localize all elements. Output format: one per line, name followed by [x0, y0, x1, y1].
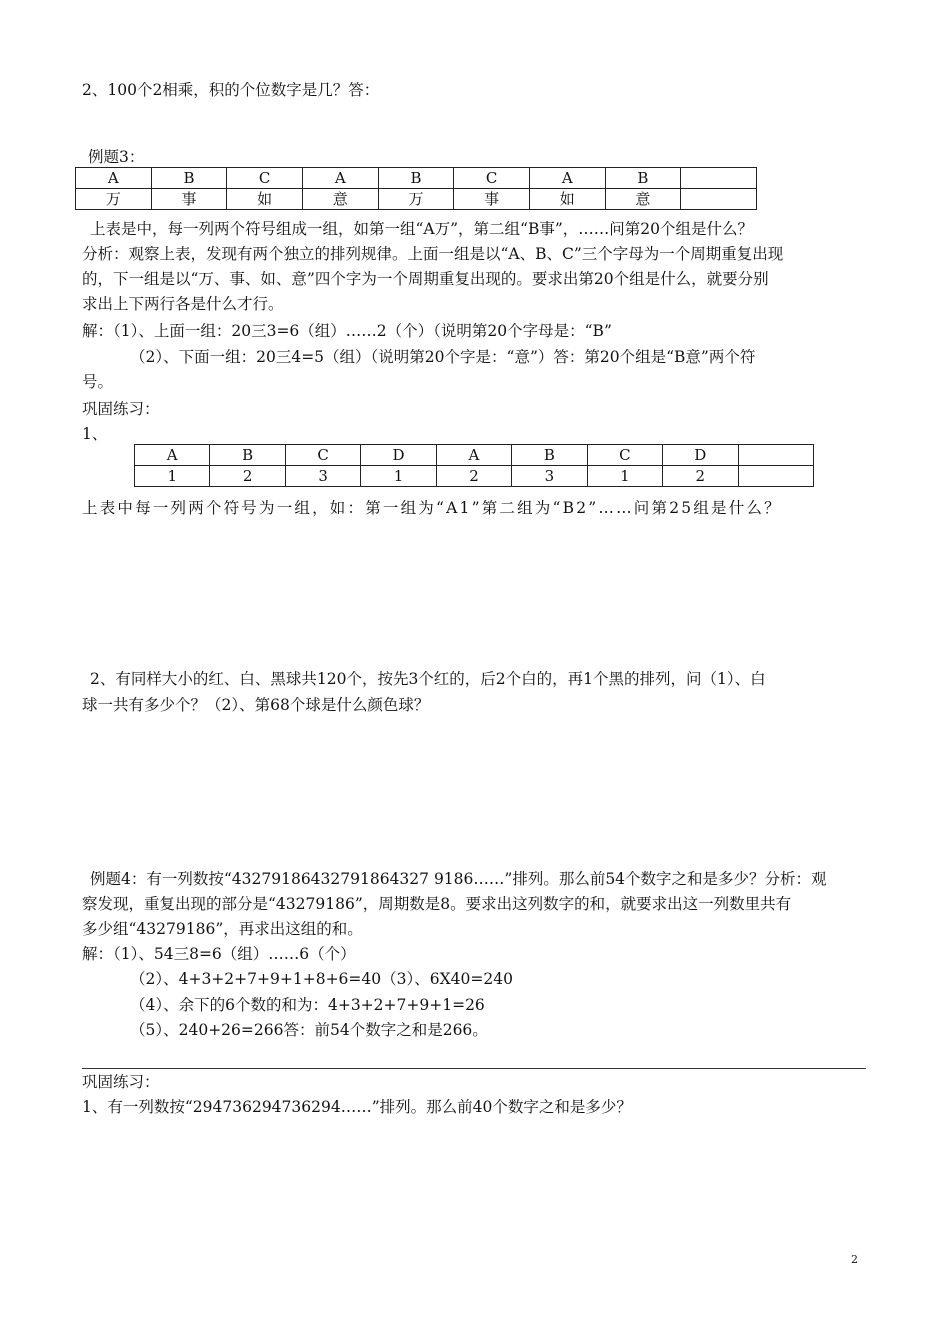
table-cell: 1 — [361, 466, 436, 487]
table-cell — [681, 189, 757, 210]
table-cell: A — [76, 168, 152, 189]
table-cell — [738, 466, 814, 487]
example-4-solution: 解：（1）、54三8=6（组）……6（个） — [82, 945, 356, 963]
table-cell: D — [361, 445, 436, 466]
example-3-title: 例题3： — [88, 148, 145, 166]
example-3-analysis: 分析：观察上表，发现有两个独立的排列规律。上面一组是以“A、B、C”三个字母为一个周期重复出现 — [82, 245, 784, 263]
table-cell: A — [135, 445, 210, 466]
example-3-question: 上表是中，每一列两个符号组成一组，如第一组“A万”，第二组“B事”，……问第20个组是什么？ — [90, 220, 754, 238]
table-cell: 2 — [210, 466, 285, 487]
table-cell: C — [454, 168, 530, 189]
practice-2-question: 球一共有多少个？（2）、第68个球是什么颜色球？ — [82, 696, 430, 714]
table-cell: C — [227, 168, 303, 189]
table-cell: A — [302, 168, 378, 189]
practice-question: 1、有一列数按“294736294736294……”排列。那么前40个数字之和是多少？ — [82, 1098, 632, 1116]
example-3-solution: （2）、下面一组：20三4=5（组）（说明第20个字是：“意”）答：第20个组是“B意”两个符 — [130, 348, 756, 366]
table-cell: B — [210, 445, 285, 466]
table-cell — [681, 168, 757, 189]
table-cell: C — [285, 445, 360, 466]
page-number: 2 — [851, 1253, 858, 1266]
example-4-text: 察发现，重复出现的部分是“43279186”，周期数是8。要求出这列数字的和，就要求出这一列数里共有 — [82, 895, 792, 913]
table-row — [135, 466, 814, 487]
table-cell: 1 — [135, 466, 210, 487]
example-4-solution: （2）、4+3+2+7+9+1+8+6=40（3）、6X40=240 — [130, 970, 513, 988]
table-cell: A — [529, 168, 605, 189]
table-row — [76, 168, 757, 189]
table-cell: B — [512, 445, 587, 466]
example-4-text: 例题4：有一列数按“43279186432791864327 9186……”排列。那么前54个数字之和是多少？分析：观 — [90, 870, 827, 888]
table-cell: C — [587, 445, 662, 466]
practice-title: 巩固练习： — [82, 1073, 160, 1091]
example-4-text: 多少组“43279186”，再求出这组的和。 — [82, 920, 363, 938]
table-cell: A — [436, 445, 511, 466]
table-row — [76, 189, 757, 210]
question-2: 2、100个2相乘，积的个位数字是几？答： — [82, 81, 380, 99]
example-4-solution: （5）、240+26=266答：前54个数字之和是266。 — [130, 1021, 488, 1039]
table-cell: 万 — [378, 189, 454, 210]
table-cell: 2 — [663, 466, 738, 487]
table-cell: 1 — [587, 466, 662, 487]
practice-item-number: 1、 — [82, 425, 108, 443]
table-row — [135, 445, 814, 466]
table-cell: 如 — [227, 189, 303, 210]
practice-1-table — [134, 444, 814, 487]
table-cell: B — [151, 168, 227, 189]
example-4-solution: （4）、余下的6个数的和为：4+3+2+7+9+1=26 — [130, 996, 485, 1014]
practice-2-question: 2、有同样大小的红、白、黑球共120个，按先3个红的，后2个白的，再1个黑的排列，问（1）、白 — [90, 670, 766, 688]
practice-title: 巩固练习： — [82, 400, 160, 418]
table-cell: 3 — [285, 466, 360, 487]
table-cell — [738, 445, 814, 466]
table-cell: 意 — [302, 189, 378, 210]
table-cell: B — [378, 168, 454, 189]
example-3-analysis: 求出上下两行各是什么才行。 — [82, 295, 284, 313]
table-cell: 万 — [76, 189, 152, 210]
example-3-table — [75, 167, 757, 210]
practice-1-question: 上表中每一列两个符号为一组，如：第一组为“A1”第二组为“B2”……问第25组是什么？ — [82, 499, 782, 517]
table-cell: 意 — [605, 189, 681, 210]
table-cell: 事 — [454, 189, 530, 210]
divider — [82, 1068, 866, 1069]
table-cell: D — [663, 445, 738, 466]
table-cell: 事 — [151, 189, 227, 210]
example-3-analysis: 的，下一组是以“万、事、如、意”四个字为一个周期重复出现的。要求出第20个组是什么，就要分别 — [82, 270, 769, 288]
table-cell: 如 — [529, 189, 605, 210]
example-3-solution: 解：（1）、上面一组：20三3=6（组）……2（个）（说明第20个字母是：“B” — [82, 322, 612, 340]
example-3-solution: 号。 — [82, 373, 114, 391]
table-cell: 2 — [436, 466, 511, 487]
table-cell: B — [605, 168, 681, 189]
table-cell: 3 — [512, 466, 587, 487]
